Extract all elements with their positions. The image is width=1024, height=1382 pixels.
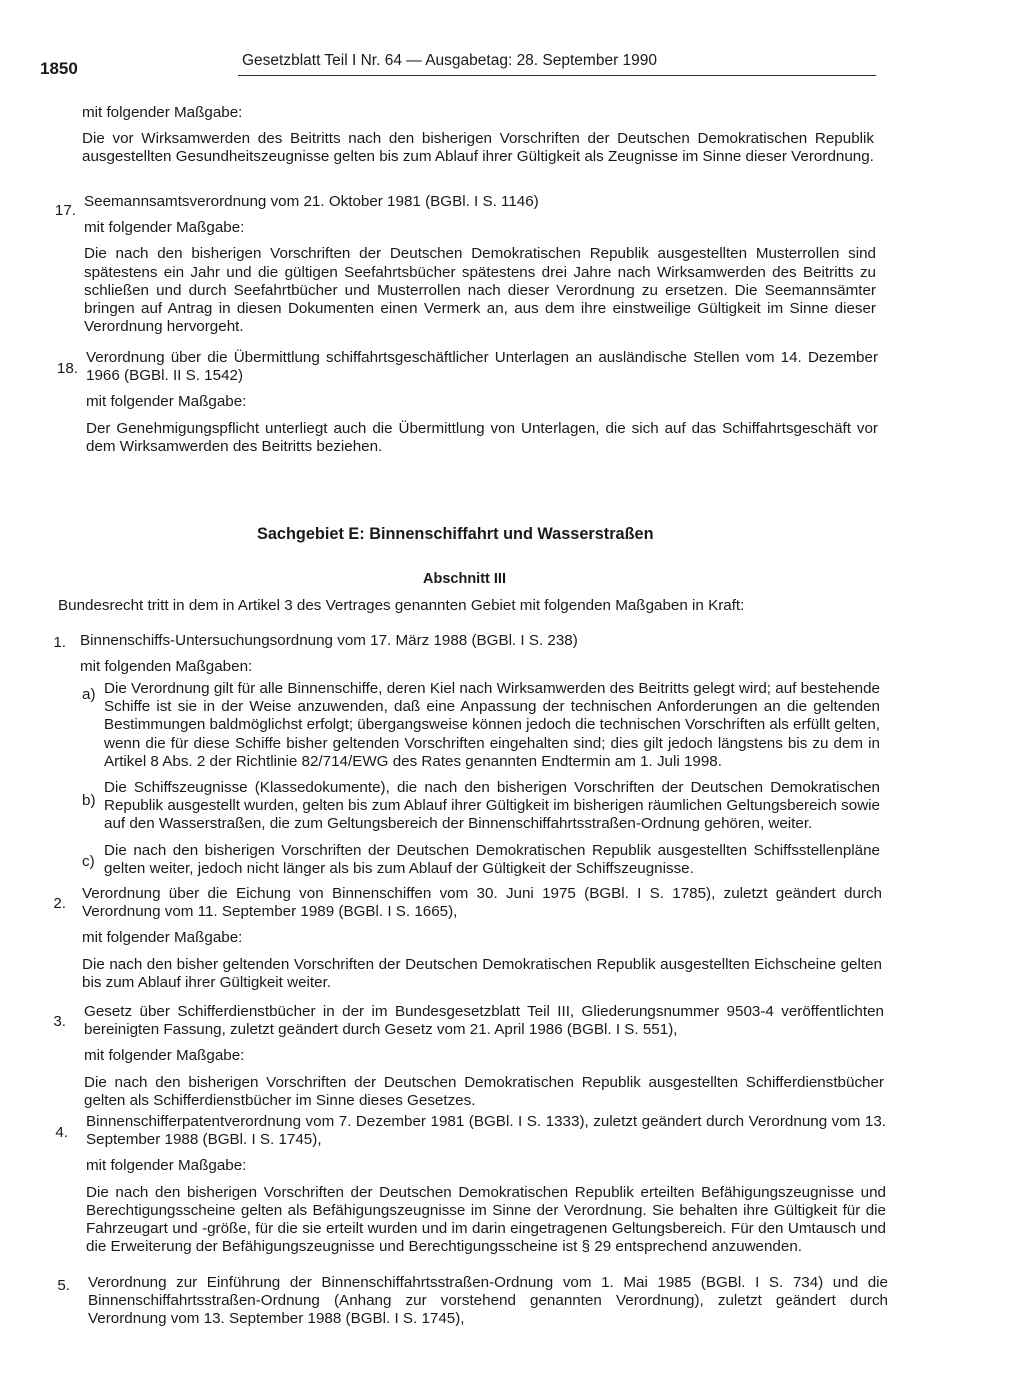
item-title: Verordnung zur Einführung der Binnenschiffahrtsstraßen-Ordnung vom 1. Mai 1985 (BGBl. I S. 734) und die Binnenschiffahrtsstraßen-Ordnung (Anhang zur vorstehend genannten Verordnung), zuletzt geändert durch Verordnung vom 13. September 1988 (BGBl. I S. 1745), <box>88 1274 888 1328</box>
item-e3 <box>84 1003 884 1110</box>
proviso-label: mit folgender Maßgabe: <box>86 393 247 411</box>
proviso-label: mit folgenden Maßgaben: <box>80 658 253 676</box>
proviso-text: Die vor Wirksamwerden des Beitritts nach den bisherigen Vorschriften der Deutschen Demokratischen Republik ausgestellten Gesundheitszeugnisse gelten bis zum Ablauf ihrer Gültigkeit als Zeugnisse im Sinne dieser Verordnung. <box>82 130 874 166</box>
item-e5 <box>88 1274 888 1329</box>
proviso-text: Die nach den bisherigen Vorschriften der Deutschen Demokratischen Republik ausgestellten Musterrollen sind spätestens ein Jahr und die gültigen Seefahrtsbücher spätestens drei Jahre nach Wirksamwerden des Beitritts zu schließen und durch Seefahrtbücher und Musterrollen nach dieser Verordnung zu ersetzen. Die Seemannsämter bringen auf Antrag in diesen Dokumenten einen Vermerk an, aus dem ihre einstweilige Gültigkeit im Sinne dieser Verordnung hervorgeht. <box>84 245 876 336</box>
subitem-label: b) <box>82 792 96 809</box>
proviso-text: Die nach den bisherigen Vorschriften der Deutschen Demokratischen Republik erteilten Befähigungszeugnisse und Berechtigungsscheine gelten als Befähigungszeugnisse im Sinne der Verordnung. Sie behalten ihre Gültigkeit für die Fahrzeugart und -größe, für die sie erteilt wurden und im darin eingetragenen Geltungsbereich. Für den Umtausch und die Erweiterung der Befähigungszeugnisse und Berechtigungsscheine ist § 29 entsprechend anzuwenden. <box>86 1183 886 1256</box>
item-number: 5. <box>57 1277 70 1294</box>
item-17 <box>84 193 876 336</box>
item-number: 17. <box>54 202 76 219</box>
subitem-label: c) <box>82 853 95 870</box>
running-title: Gesetzblatt Teil I Nr. 64 — Ausgabetag: 28. September 1990 <box>242 52 658 69</box>
item-e2 <box>82 885 882 992</box>
item-title: Binnenschiffs-Untersuchungsordnung vom 17. März 1988 (BGBl. I S. 238) <box>80 632 578 649</box>
subitem-c <box>104 842 880 878</box>
proviso-label: mit folgender Maßgabe: <box>84 1047 245 1065</box>
item-18 <box>86 349 878 456</box>
item-e1 <box>80 632 880 676</box>
proviso-text: Die nach den bisherigen Vorschriften der Deutschen Demokratischen Republik ausgestellten Schifferdienstbücher gelten als Schifferdienstbücher im Sinne dieses Gesetzes. <box>84 1073 884 1109</box>
section-heading: Sachgebiet E: Binnenschiffahrt und Wasserstraßen <box>257 525 654 543</box>
subitem-b <box>104 779 880 834</box>
proviso-label: mit folgender Maßgabe: <box>84 219 245 237</box>
item-title: Seemannsamtsverordnung vom 21. Oktober 1981 (BGBl. I S. 1146) <box>84 193 539 210</box>
top-proviso-block <box>82 104 874 167</box>
item-title: Gesetz über Schifferdienstbücher in der im Bundesgesetzblatt Teil III, Gliederungsnummer 9503-4 veröffentlichten bereinigten Fassung, zuletzt geändert durch Gesetz vom 21. April 1986 (BGBl. I S. 551), <box>84 1003 884 1039</box>
subitem-label: a) <box>82 686 96 703</box>
item-e4 <box>86 1113 886 1256</box>
subitem-text: Die Verordnung gilt für alle Binnenschiffe, deren Kiel nach Wirksamwerden des Beitritts gelegt wird; auf bestehende Schiffe ist sie in der Weise anzuwenden, daß eine Anpassung der technischen Anforderungen an die geltenden Bestimmungen baldmöglichst erfolgt; übergangsweise können jedoch die technischen Vorschriften als erfüllt gelten, wenn die für diese Schiffe bisher geltenden Vorschriften eingehalten sind; dies gilt jedoch längstens bis zu dem in Artikel 8 Abs. 2 der Richtlinie 82/714/EWG des Rates genannten Endtermin am 1. Juli 1998. <box>104 680 880 770</box>
proviso-label: mit folgender Maßgabe: <box>82 104 243 121</box>
proviso-label: mit folgender Maßgabe: <box>86 1157 247 1175</box>
item-number: 1. <box>53 634 66 651</box>
proviso-text: Der Genehmigungspflicht unterliegt auch die Übermittlung von Unterlagen, die sich auf das Schiffahrtsgeschäft vor dem Wirksamwerden des Beitritts beziehen. <box>86 419 878 455</box>
proviso-text: Die nach den bisher geltenden Vorschriften der Deutschen Demokratischen Republik ausgestellten Eichscheine gelten bis zum Ablauf ihrer Gültigkeit weiter. <box>82 955 882 991</box>
subitem-text: Die nach den bisherigen Vorschriften der Deutschen Demokratischen Republik ausgestellten Schiffsstellenpläne gelten weiter, jedoch nicht länger als bis zum Ablauf der Gültigkeit der Schiffszeugnisse. <box>104 842 880 878</box>
item-number: 18. <box>56 360 78 377</box>
section-intro <box>58 597 878 615</box>
item-title: Verordnung über die Übermittlung schiffahrtsgeschäftlicher Unterlagen an ausländische Stellen vom 14. Dezember 1966 (BGBl. II S. 1542) <box>86 349 878 385</box>
item-number: 2. <box>53 895 66 912</box>
item-number: 3. <box>53 1013 66 1030</box>
page-header <box>40 48 876 78</box>
item-title: Binnenschifferpatentverordnung vom 7. Dezember 1981 (BGBl. I S. 1333), zuletzt geändert durch Verordnung vom 13. September 1988 (BGBl. I S. 1745), <box>86 1113 886 1149</box>
subitem-a <box>104 680 880 771</box>
page-number: 1850 <box>40 59 78 78</box>
item-number: 4. <box>55 1124 68 1141</box>
item-title: Verordnung über die Eichung von Binnenschiffen vom 30. Juni 1975 (BGBl. I S. 1785), zuletzt geändert durch Verordnung vom 11. September 1989 (BGBl. I S. 1665), <box>82 885 882 921</box>
intro-text: Bundesrecht tritt in dem in Artikel 3 des Vertrages genannten Gebiet mit folgenden Maßgaben in Kraft: <box>58 597 745 614</box>
header-rule <box>238 75 876 76</box>
section-subheading: Abschnitt III <box>423 571 506 587</box>
proviso-label: mit folgender Maßgabe: <box>82 929 243 947</box>
subitem-text: Die Schiffszeugnisse (Klassedokumente), die nach den bisherigen Vorschriften der Deutschen Demokratischen Republik ausgestellt wurden, gelten bis zum Ablauf ihrer Gültigkeit im bisherigen räumlichen Geltungsbereich sowie auf den Wasserstraßen, die zum Geltungsbereich der Binnenschiffahrtsstraßen-Ordnung gehören, weiter. <box>104 779 880 833</box>
